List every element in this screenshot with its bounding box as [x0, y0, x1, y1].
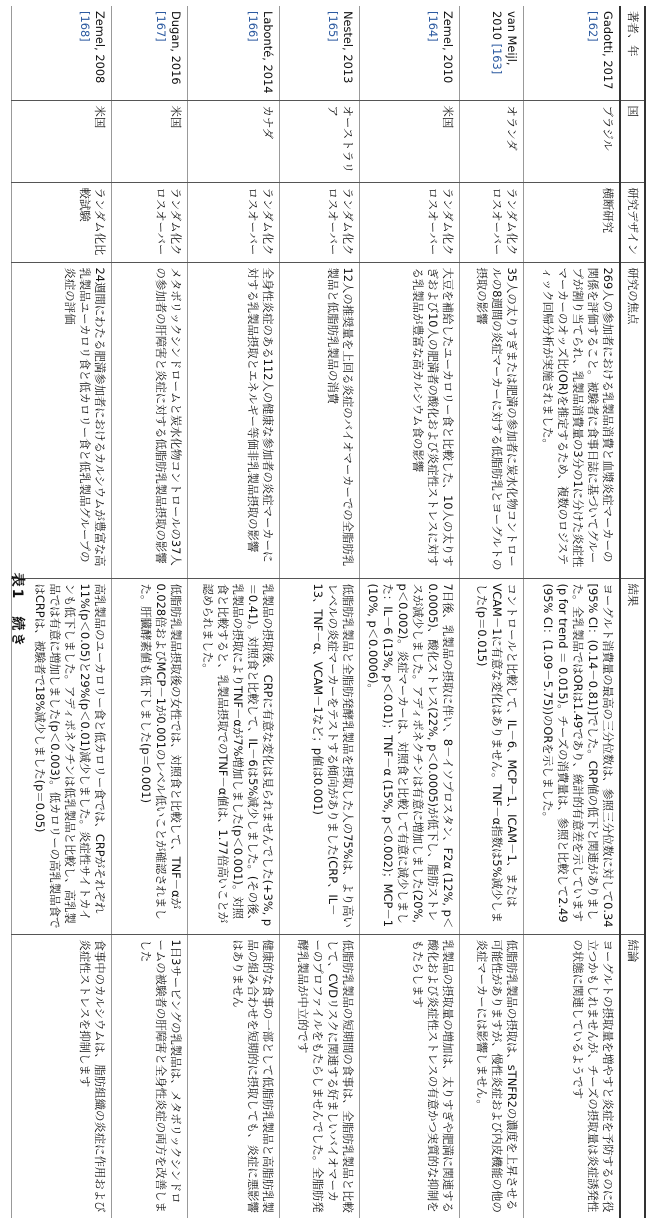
results-cell: コントロールと比較して、IL－6、MCP－1、ICAM－1、またはVCAM－1に有意な変化はありません。TNF－α指数は5%減少しました(p＝0.015): [460, 578, 524, 934]
design-cell: ランダム化クロスオーバー: [280, 182, 360, 262]
header-country: 国: [620, 100, 645, 182]
focus-cell: 269人の参加者における乳製品消費と血漿炎症マーカーの関係を評価すること。被験者に食事日誌に基づいてグループが割り当てられ、乳製品消費量の3分の1に分けた炎症性マーカーのオッズ比(OR)を推定するため、複数のロジスティック回帰分析が実施されました。: [524, 262, 620, 578]
summary-table: [12, 6, 647, 1218]
author-cell: Gadotti, 2017 [162]: [586, 11, 615, 90]
conclusion-cell: 低脂肪乳製品の短期間の食事は、全脂肪乳製品と比較して、CVDリスクに関連する好ましいバイオマーカーのプロファイルをもたらしませんでした。全脂肪発酵乳製品が中立的です: [280, 934, 360, 1218]
header-row: [620, 6, 645, 1218]
country-cell: 米国: [12, 100, 112, 182]
results-cell: 低脂肪乳製品摂取後の女性では、対照食と比較して、TNF－αが0.028倍およびMCP－1が0.001のレベル低いことが確認されました。肝臓酵素値も低下しました(p＝0.001): [112, 578, 188, 934]
table-row: [188, 6, 280, 1218]
results-cell: ヨーグルト消費量の最高の三分位数は、参照三分位数に対して0.34 [95% CI：(0.14－0.81)]でした。CRP値の低下と関連がありました。全乳製品ではORは1.49であり、統計的有意差を示しています(p for trend ＝ 0.015)。チーズの消費量は、参照と比較して2.49 (95% CI：(1.09－5.75))のORを示しました。: [524, 578, 620, 934]
conclusion-cell: 健康的な食事の一部として低脂肪乳製品と高脂肪乳製品の組み合わせを短期的に摂取しても、炎症に悪影響はありません: [188, 934, 280, 1218]
author-cell: Dugan, 2016 [167]: [154, 11, 184, 85]
citation-link[interactable]: [163]: [490, 43, 505, 75]
conclusion-cell: 乳製品の摂取量の増加は、太りすぎや肥満に関連する酸化および炎症性ストレスの有意かつ実質的な抑制をもたらします: [360, 934, 460, 1218]
table-caption: 表1 続き: [9, 572, 25, 649]
country-cell: 米国: [360, 100, 460, 182]
design-cell: ランダム化クロスオーバー: [188, 182, 280, 262]
table-row: [360, 6, 460, 1218]
design-cell: ランダム化クロスオーバー: [460, 182, 524, 262]
results-cell: 低脂肪乳製品と全脂肪発酵乳製品を摂取した人の75%は、より高いレベルの炎症マーカーをテストする傾向がありました(CRP、IL－13、TNF－α、VCAM－1など；p値は0.001): [280, 578, 360, 934]
conclusion-cell: 食事中のカルシウムは、脂肪組織の炎症に作用および炎症性ストレスを抑制します: [12, 934, 112, 1218]
author-cell: Labonté, 2014 [166]: [246, 11, 276, 94]
author-cell: Nestel, 2013 [165]: [326, 11, 356, 84]
conclusion-cell: ヨーグルトの摂取量を増やすと炎症を予防するのに役立つかもしれませんが、チーズの摂取量は炎症誘発性の状態に関連しているようです: [524, 934, 620, 1218]
focus-cell: 24週間にわたる肥満参加者におけるカルシウムが豊富な高乳製品ユーカロリ食と低カロリー食と低乳製品グループの炎症の評価: [12, 262, 112, 578]
focus-cell: 全身性炎症のある112人の健康な参加者の炎症マーカーに対する乳製品摂取とエネルギー等価非乳製品摂取の影響: [188, 262, 280, 578]
citation-link[interactable]: [165]: [326, 11, 341, 42]
design-cell: 横断研究: [524, 182, 620, 262]
header-focus: 研究の焦点: [620, 262, 645, 578]
focus-cell: 35人の太りすぎまたは肥満の参加者に炭水化物コントロールの8週間の炎症マーカーに対する低脂肪乳とヨーグルトの摂取の影響: [460, 262, 524, 578]
country-cell: ブラジル: [524, 100, 620, 182]
table-row: [460, 6, 524, 1218]
citation-link[interactable]: [168]: [78, 11, 93, 42]
results-cell: 7日後、乳製品の摂取に伴い、8－イソプロスタン、F2α (12%, p＜0.0005)、酸化ストレス(22%, p＜0.0005)が低下し、脂肪ストレスが減少しました。アディポネクチンは有意に増加しました(20%, p＜0.002)。炎症マーカーは、対照食と比較して有意に減少しました：IL－6 (13%, p＜0.01)；TNF－α (15%, p＜0.002)；MCP－1 (10%, p＜0.0006)。: [360, 578, 460, 934]
table-row: [112, 6, 188, 1218]
results-cell: 乳製品の摂取後、CRPに有意な変化は見られませんでした(+3%, p＝0.41)。対照食と比較して、IL－6は5%減少しました。(その後、乳製品の摂取によりTNF－αが7%増加しました(p＜0.001)。対照食と比較すると、乳製品摂取でのTNF－α値は、1.77倍高いことが認められました。: [188, 578, 280, 934]
citation-link[interactable]: [167]: [154, 11, 169, 42]
header-conclusion: 結論: [620, 934, 645, 1218]
table-row: [524, 6, 620, 1218]
country-cell: オランダ: [460, 100, 524, 182]
citation-link[interactable]: [164]: [426, 11, 441, 42]
country-cell: オーストラリア: [280, 100, 360, 182]
country-cell: カナダ: [188, 100, 280, 182]
citation-link[interactable]: [162]: [586, 11, 600, 42]
focus-cell: メタボリックシンドロームと炭水化物コントロールの37人の参加者の肝障害と炎症に対する低脂肪乳製品摂取の影響: [112, 262, 188, 578]
header-design: 研究デザイン: [620, 182, 645, 262]
header-results: 結果: [620, 578, 645, 934]
table-row: [280, 6, 360, 1218]
citation-link[interactable]: [166]: [246, 11, 261, 42]
design-cell: ランダム化クロスオーバー: [360, 182, 460, 262]
author-cell: van Meijl, 2010 [163]: [490, 11, 520, 75]
results-cell: 高乳製品のユーカロリー食と低カロリー食では、CRPがそれぞれ11%(p＜0.05)と29%(p＜0.01)減少しました。炎症性サイトカインも低下しました。アディポネクチンは低乳製品と比較し、高乳製品では有意に増加しました(p＜0.003)。低カロリーの高乳製品食ではCRPは、被験者で18%減少しました(p＝0.05): [12, 578, 112, 934]
design-cell: ランダム化比較試験: [12, 182, 112, 262]
author-cell: Zemel, 2010 [164]: [426, 11, 456, 84]
conclusion-cell: 低脂肪乳製品の摂取は、sTNFR2の濃度を上昇させる可能性がありますが、慢性炎症および内皮機能の他の炎症マーカーには影響しません。: [460, 934, 524, 1218]
focus-cell: 大豆を補給したユーカロリー食と比較した、10人の太りすぎおよび10人の肥満者の酸化および炎症性ストレスに対する乳製品が豊富な高カルシウム食の影響: [360, 262, 460, 578]
header-author: 著者、年: [626, 11, 640, 57]
author-cell: Zemel, 2008 [168]: [78, 11, 108, 84]
focus-cell: 12人の推奨量を上回る炎症のバイオマーカーでの全脂肪乳製品と低脂肪乳製品の消費: [280, 262, 360, 578]
conclusion-cell: 1日3サービングの乳製品は、メタボリックシンドロームの被験者の肝障害と全身性炎症の両方を改善しました: [112, 934, 188, 1218]
country-cell: 米国: [112, 100, 188, 182]
design-cell: ランダム化クロスオーバー: [112, 182, 188, 262]
